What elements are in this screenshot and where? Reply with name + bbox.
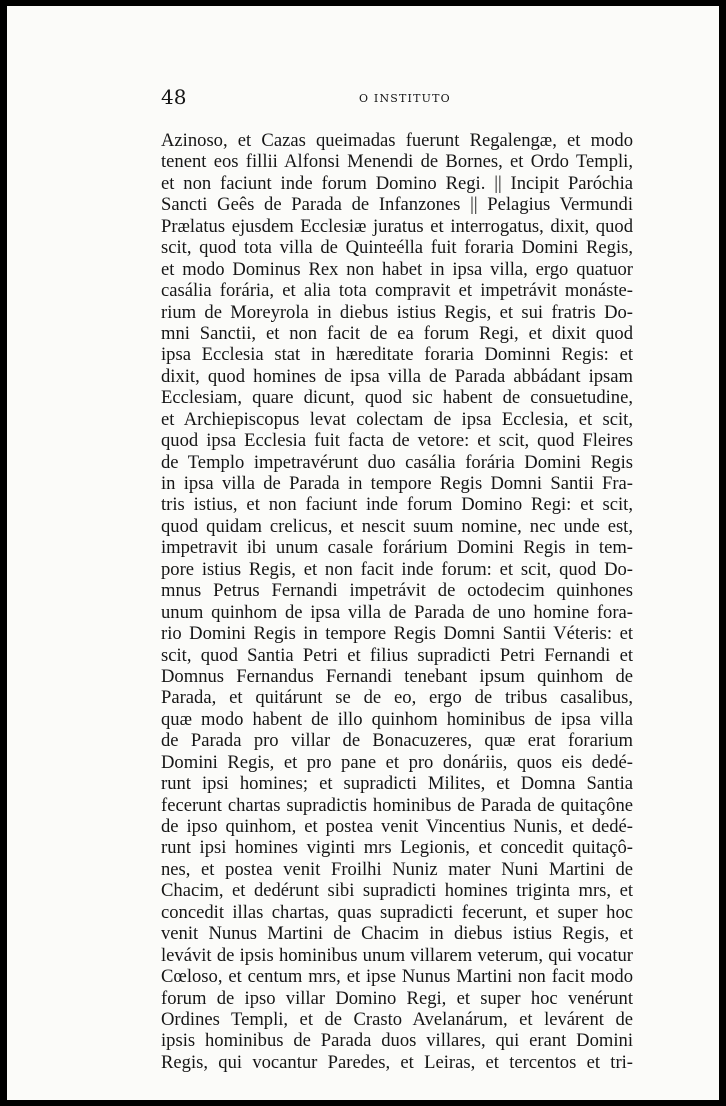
text-line: Domini Regis, et pro pane et pro donáriis, quos eis dedé-	[161, 751, 633, 773]
text-line: Parada, et quitárunt se de eo, ergo de tribus casalibus,	[161, 687, 633, 709]
text-line: mni Sanctii, et non facit de ea forum Regi, et dixit quod	[161, 322, 633, 344]
text-line: runt ipsi homines; et supradicti Milites, et Domna Santia	[161, 773, 633, 795]
text-line: pore istius Regis, et non facit inde forum: et scit, quod Do-	[161, 558, 633, 580]
body-text	[161, 130, 633, 1073]
text-line: nes, et postea venit Froilhi Nuniz mater Nuni Martini de	[161, 858, 633, 880]
page-number: 48	[161, 85, 187, 109]
text-line: Prælatus ejusdem Ecclesiæ juratus et interrogatus, dixit, quod	[161, 215, 633, 237]
text-line: Sancti Geês de Parada de Infanzones || Pelagius Vermundi	[161, 194, 633, 216]
text-line: Ordines Templi, et de Crasto Avelanárum, et levárent de	[161, 1008, 633, 1030]
text-line: tris istius, et non faciunt inde forum Domino Regi: et scit,	[161, 494, 633, 516]
running-title: O INSTITUTO	[359, 92, 451, 105]
text-line: mnus Petrus Fernandi impetrávit de octodecim quinhones	[161, 580, 633, 602]
text-line: impetravit ibi unum casale forárium Domini Regis in tem-	[161, 537, 633, 559]
book-page	[7, 6, 719, 1100]
text-line: de Parada pro villar de Bonacuzeres, quæ erat forarium	[161, 730, 633, 752]
text-line: Cœloso, et centum mrs, et ipse Nunus Martini non facit modo	[161, 966, 633, 988]
text-line: ipsis hominibus de Parada duos villares, qui erant Domini	[161, 1030, 633, 1052]
text-line: et modo Dominus Rex non habet in ipsa villa, ergo quatuor	[161, 258, 633, 280]
text-line: Chacim, et dedérunt sibi supradicti homines triginta mrs, et	[161, 880, 633, 902]
text-line: runt ipsi homines viginti mrs Legionis, et concedit quitaçô-	[161, 837, 633, 859]
text-line: Ecclesiam, quare dicunt, quod sic habent de consuetudine,	[161, 387, 633, 409]
text-line: quæ modo habent de illo quinhom hominibus de ipsa villa	[161, 708, 633, 730]
text-line: quod quidam crelicus, et nescit suum nomine, nec unde est,	[161, 515, 633, 537]
text-line: de Templo impetravérunt duo casália forária Domini Regis	[161, 451, 633, 473]
text-line: Azinoso, et Cazas queimadas fuerunt Regalengæ, et modo	[161, 130, 633, 151]
text-line: Regis, qui vocantur Paredes, et Leiras, et tercentos et tri-	[161, 1051, 633, 1073]
text-line: unum quinhom de ipsa villa de Parada de uno homine fora-	[161, 601, 633, 623]
text-line: venit Nunus Martini de Chacim in diebus istius Regis, et	[161, 923, 633, 945]
text-line: tenent eos fillii Alfonsi Menendi de Bornes, et Ordo Templi,	[161, 151, 633, 173]
text-line: quod ipsa Ecclesia fuit facta de vetore: et scit, quod Fleires	[161, 430, 633, 452]
text-line: et non faciunt inde forum Domino Regi. || Incipit Paróchia	[161, 172, 633, 194]
text-line: dixit, quod homines de ipsa villa de Parada abbádant ipsam	[161, 365, 633, 387]
text-line: concedit illas chartas, quas supradicti fecerunt, et super hoc	[161, 901, 633, 923]
text-line: levávit de ipsis hominibus unum villarem veterum, qui vocatur	[161, 944, 633, 966]
text-line: scit, quod tota villa de Quinteélla fuit foraria Domini Regis,	[161, 237, 633, 259]
running-head	[161, 86, 631, 112]
text-line: forum de ipso villar Domino Regi, et super hoc venérunt	[161, 987, 633, 1009]
text-line: rio Domini Regis in tempore Regis Domni Santii Véteris: et	[161, 623, 633, 645]
text-line: fecerunt chartas supradictis hominibus de Parada de quitaçône	[161, 794, 633, 816]
text-line: Domnus Fernandus Fernandi tenebant ipsum quinhom de	[161, 665, 633, 687]
text-line: rium de Moreyrola in diebus istius Regis, et sui fratris Do-	[161, 301, 633, 323]
text-line: ipsa Ecclesia stat in hæreditate foraria Dominni Regis: et	[161, 344, 633, 366]
text-line: et Archiepiscopus levat colectam de ipsa Ecclesia, et scit,	[161, 408, 633, 430]
text-line: casália forária, et alia tota compravit et impetrávit monáste-	[161, 280, 633, 302]
text-line: scit, quod Santia Petri et filius supradicti Petri Fernandi et	[161, 644, 633, 666]
text-line: in ipsa villa de Parada in tempore Regis Domni Santii Fra-	[161, 473, 633, 494]
text-line: de ipso quinhom, et postea venit Vincentius Nunis, et dedé-	[161, 816, 633, 837]
